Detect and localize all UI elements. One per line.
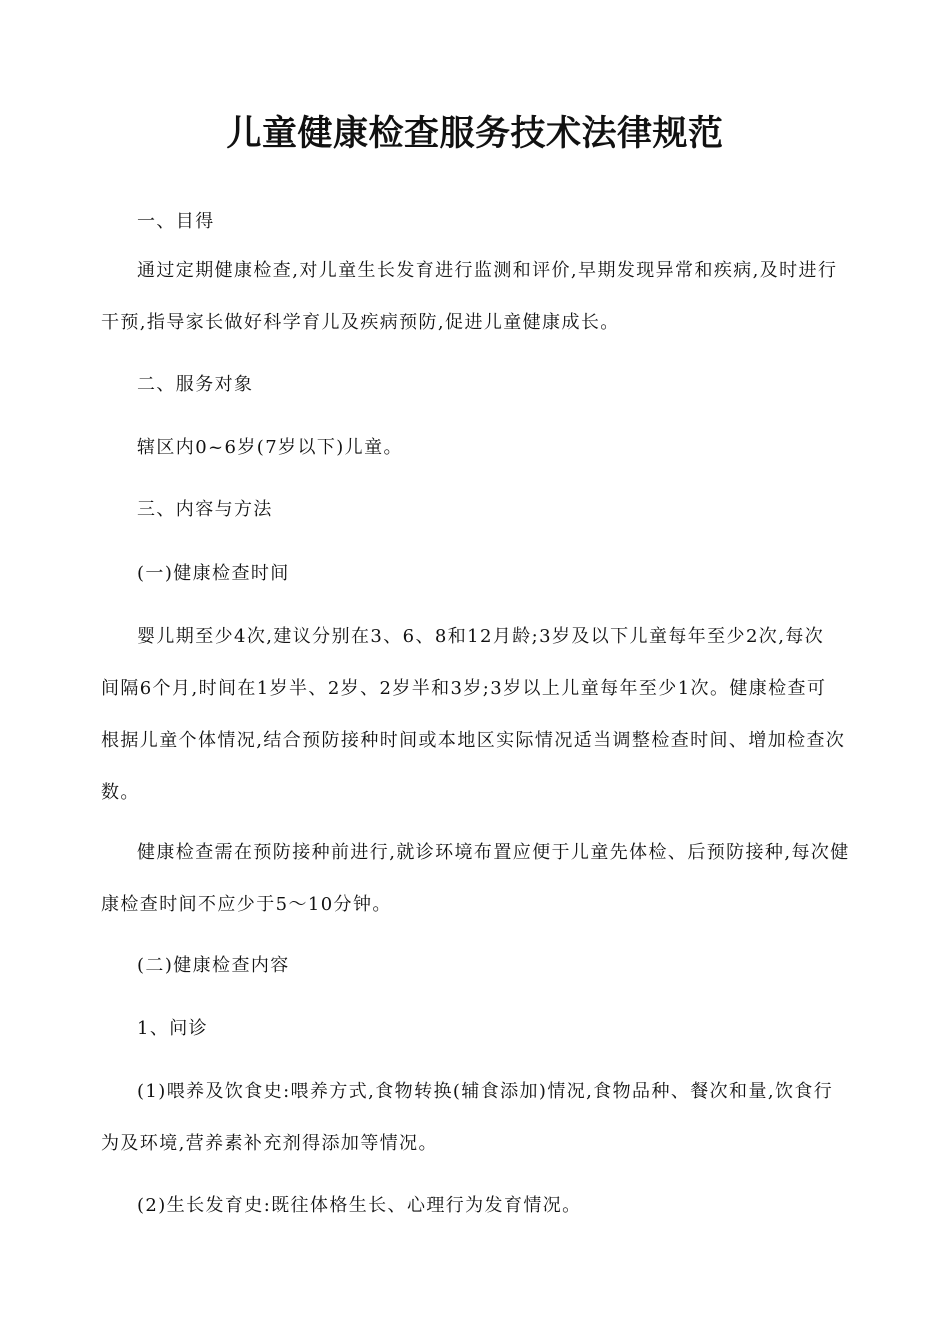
subheading-exam-time <box>101 548 853 600</box>
subheading-exam-content <box>101 940 853 992</box>
paragraph-exam-schedule <box>101 611 853 819</box>
item-growth-history <box>101 1180 853 1232</box>
text-line: 一、目得 <box>137 211 215 232</box>
paragraph-exam-before-vaccination <box>101 827 853 931</box>
text-line: 二、服务对象 <box>137 374 254 395</box>
text-line: 数。 <box>101 782 140 803</box>
paragraph-purpose <box>101 245 853 349</box>
section-heading-purpose <box>101 196 853 248</box>
text-line: 健康检查需在预防接种前进行,就诊环境布置应便于儿童先体检、后预防接种,每次健 <box>137 842 850 863</box>
text-line: 间隔6个月,时间在1岁半、2岁、2岁半和3岁;3岁以上儿童每年至少1次。健康检查可 <box>101 678 827 699</box>
section-heading-service-target <box>101 359 853 411</box>
text-line: (一)健康检查时间 <box>137 563 290 584</box>
item-inquiry <box>101 1003 853 1055</box>
text-line: 婴儿期至少4次,建议分别在3、6、8和12月龄;3岁及以下儿童每年至少2次,每次 <box>137 626 825 647</box>
text-line: 三、内容与方法 <box>137 499 273 520</box>
section-heading-content-method <box>101 484 853 536</box>
text-line: (1)喂养及饮食史:喂养方式,食物转换(辅食添加)情况,食物品种、餐次和量,饮食行 <box>137 1081 834 1102</box>
text-line: (二)健康检查内容 <box>137 955 290 976</box>
text-line: 为及环境,营养素补充剂得添加等情况。 <box>101 1133 438 1154</box>
item-feeding-history <box>101 1066 853 1170</box>
document-title: 儿童健康检查服务技术法律规范 <box>226 114 724 154</box>
text-line: 1、问诊 <box>137 1018 209 1039</box>
text-line: 辖区内0~6岁(7岁以下)儿童。 <box>137 437 403 458</box>
paragraph-service-target <box>101 422 853 474</box>
text-line: 干预,指导家长做好科学育儿及疾病预防,促进儿童健康成长。 <box>101 312 620 333</box>
text-line: 康检查时间不应少于5～10分钟。 <box>101 894 392 915</box>
text-line: 通过定期健康检查,对儿童生长发育进行监测和评价,早期发现异常和疾病,及时进行 <box>137 260 838 281</box>
text-line: 根据儿童个体情况,结合预防接种时间或本地区实际情况适当调整检查时间、增加检查次 <box>101 730 846 751</box>
text-line: (2)生长发育史:既往体格生长、心理行为发育情况。 <box>137 1195 582 1216</box>
